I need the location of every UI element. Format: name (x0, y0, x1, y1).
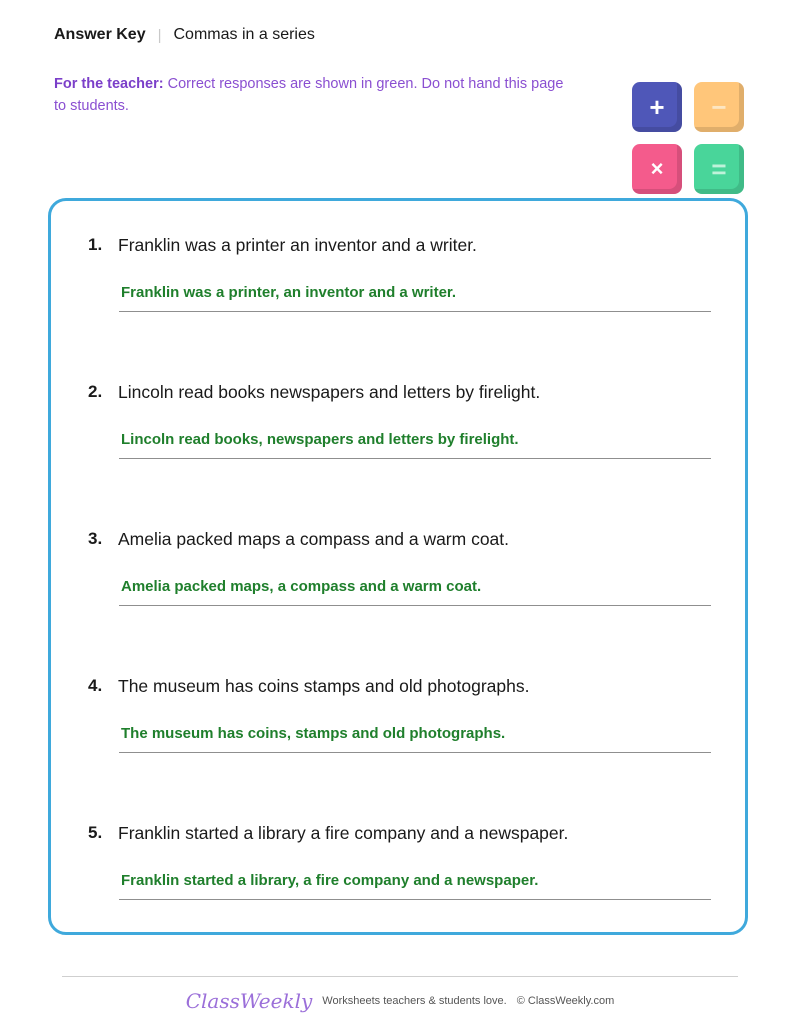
answer-line (119, 458, 711, 459)
teacher-note (54, 73, 574, 117)
plus-icon: + (632, 82, 682, 132)
question-number: 3. (88, 529, 103, 548)
question-prompt: The museum has coins stamps and old photographs. (118, 676, 530, 696)
question-prompt: Franklin started a library a fire company and a newspaper. (118, 823, 569, 843)
teacher-note-text: Correct responses are shown in green. Do not hand this page to students. (54, 76, 564, 114)
question-number: 1. (88, 235, 103, 254)
question-number: 2. (88, 382, 103, 401)
question-prompt: Amelia packed maps a compass and a warm coat. (118, 529, 510, 549)
page-footer (0, 989, 800, 1013)
answer-line (119, 311, 711, 312)
math-tiles-decoration (632, 82, 744, 194)
worksheet-topic: Commas in a series (173, 26, 315, 43)
question-number: 4. (88, 676, 103, 695)
footer-tagline: Worksheets teachers & students love. (322, 995, 507, 1007)
multiply-icon: × (632, 144, 682, 194)
footer-copyright: © ClassWeekly.com (516, 995, 615, 1007)
page-header (54, 26, 315, 44)
question-prompt: Lincoln read books newspapers and letters by firelight. (118, 382, 541, 402)
brand-logo: ClassWeekly (185, 989, 313, 1013)
answer-text: The museum has coins, stamps and old photographs. (121, 725, 506, 742)
equals-icon: = (694, 144, 744, 194)
answer-line (119, 899, 711, 900)
answer-text: Franklin started a library, a fire company and a newspaper. (121, 872, 539, 889)
answer-text: Franklin was a printer, an inventor and a writer. (121, 284, 457, 301)
answer-text: Amelia packed maps, a compass and a warm coat. (121, 578, 482, 595)
answer-text: Lincoln read books, newspapers and letters by firelight. (121, 431, 519, 448)
teacher-note-lead: For the teacher: (54, 76, 164, 92)
minus-icon: − (694, 82, 744, 132)
question-number: 5. (88, 823, 103, 842)
page-title: Answer Key (54, 26, 146, 43)
question-prompt: Franklin was a printer an inventor and a writer. (118, 235, 477, 255)
answer-line (119, 752, 711, 753)
answer-line (119, 605, 711, 606)
footer-divider (62, 976, 738, 977)
header-separator: | (157, 26, 162, 44)
